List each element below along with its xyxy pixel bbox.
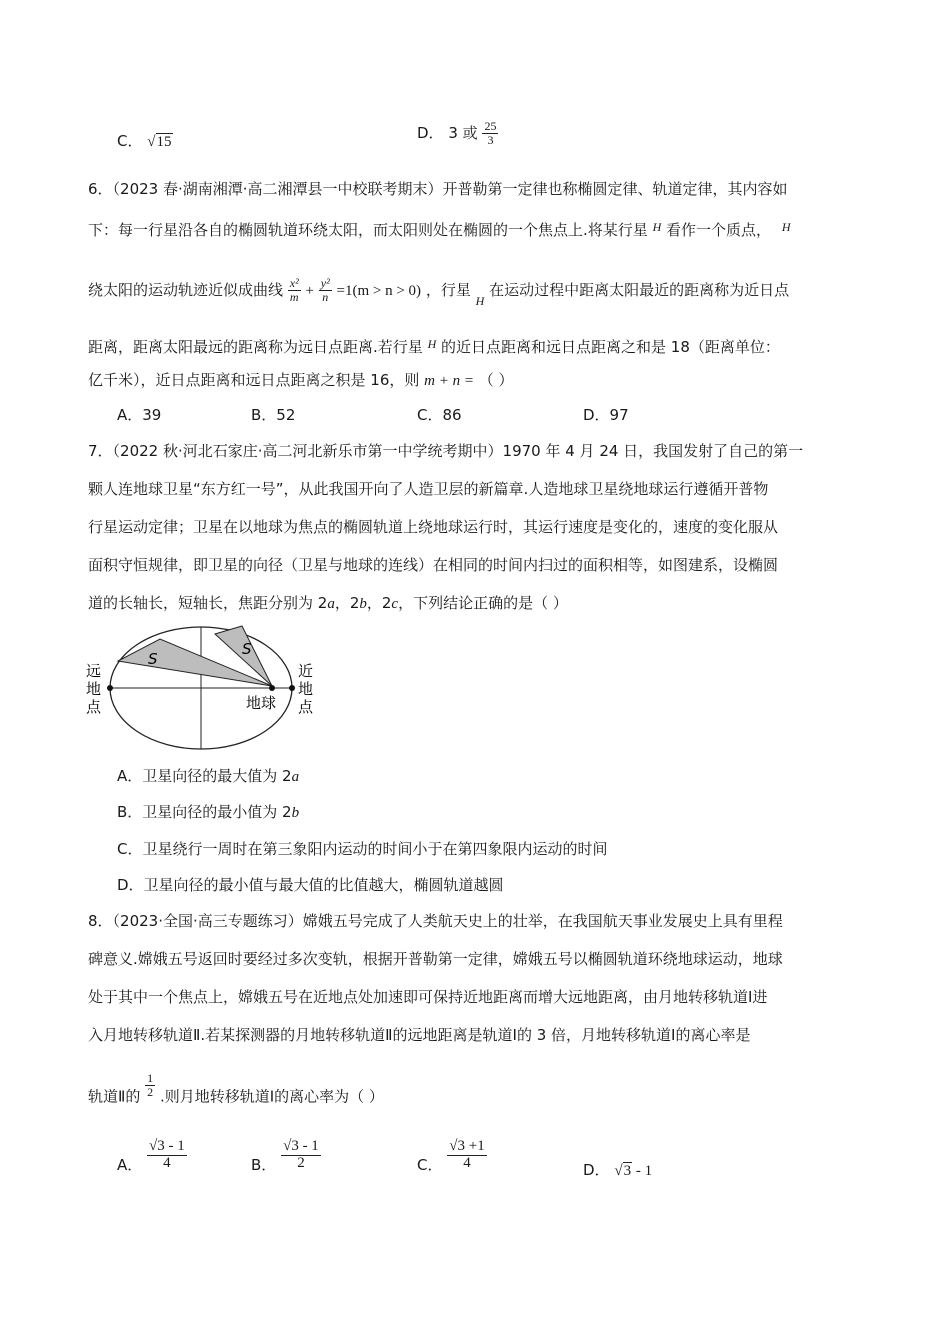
q7-line-1: 7．（2022 秋·河北石家庄·高二河北新乐市第一中学统考期中）1970 年 4 月 24 日，我国发射了自己的第一 (88, 442, 804, 460)
q6-option-c: C．86 (417, 406, 462, 424)
earth-point (269, 685, 275, 691)
var-a: a (327, 596, 335, 612)
numerator-text: 3 - 1 (157, 1138, 185, 1155)
denominator: 2 (147, 1084, 154, 1099)
numerator: √3 - 1 (149, 1138, 185, 1155)
text: 绕太阳的运动轨迹近似成曲线 (88, 281, 284, 299)
text: 下：每一行星沿各自的椭圆轨道环绕太阳，而太阳则处在椭圆的一个焦点上.将某行星 (88, 221, 648, 239)
q6-line-2 (88, 217, 790, 240)
label-far-3: 点 (86, 698, 102, 716)
label-near-1: 近 (298, 662, 314, 680)
numerator-text: 3 - 1 (291, 1138, 319, 1155)
numerator: y² (320, 276, 330, 291)
q6-line-4 (88, 334, 780, 357)
q7-option-b (117, 802, 299, 823)
text: ，行星 (425, 281, 471, 299)
text: B．卫星向径的最小值为 2 (117, 803, 292, 821)
q8-line-5 (88, 1072, 384, 1118)
option-label: C． (417, 1156, 443, 1174)
q6-option-a: A．39 (117, 406, 162, 424)
var-b: b (359, 596, 367, 612)
numerator: √3 +1 (449, 1138, 485, 1155)
label-near-2: 地 (298, 680, 314, 698)
var-a: a (291, 769, 300, 785)
q8-line-4: 入月地转移轨道Ⅱ.若某探测器的月地转移轨道Ⅱ的远地距离是轨道Ⅰ的 3 倍，月地转移轨道Ⅰ的离心率是 (88, 1026, 751, 1044)
sqrt-expression: √3 (614, 1163, 632, 1179)
text: .则月地转移轨道Ⅰ的离心率为（ ） (159, 1087, 384, 1106)
q5-option-c (117, 131, 173, 152)
text: ，2 (334, 594, 360, 612)
label-far-1: 远 (86, 662, 102, 680)
q6-line-3: 绕太阳的运动轨迹近似成曲线 $\frac{\text{x²}}{m}$ + $\frac{\text{y²}}{n}$ =1(m > n > 0) ，行星 $_H$ 在运动过程中距离太阳最近的距离称为近日点 (88, 276, 790, 308)
denominator: 3 (487, 132, 494, 147)
label-near-3: 点 (298, 698, 314, 716)
var-b: b (291, 805, 300, 821)
text: 轨道Ⅱ的 (88, 1087, 141, 1106)
denominator: 2 (297, 1155, 305, 1171)
q8-line-2: 碑意义.嫦娥五号返回时要经过多次变轨，根据开普勒第一定律，嫦娥五号以椭圆轨道环绕地球运动，地球 (88, 950, 783, 968)
perigee-point (289, 685, 295, 691)
q6-option-d: D．97 (583, 406, 629, 424)
option-label: A． (117, 1156, 143, 1174)
q6-line-1: 6．（2023 春·湖南湘潭·高二湘潭县一中校联考期末）开普勒第一定律也称椭圆定律、轨道定律，其内容如 (88, 180, 788, 198)
numerator-text: 3 +1 (457, 1138, 485, 1155)
q8-line-1: 8．（2023·全国·高三专题练习）嫦娥五号完成了人类航天史上的壮举，在我国航天事业发展史上具有里程 (88, 912, 783, 930)
text: 在运动过程中距离太阳最近的距离称为近日点 (489, 281, 790, 299)
var-c: c (391, 596, 399, 612)
fraction (281, 1139, 321, 1172)
area-label-s-right: S (242, 640, 252, 658)
q7-line-2: 颗人连地球卫星“东方红一号”，从此我国开向了人造卫层的新篇章.人造地球卫星绕地球运行遵循开普物 (88, 480, 769, 498)
option-label: D． (417, 124, 444, 143)
text: （ ） (478, 371, 514, 389)
option-label: B． (251, 1156, 277, 1174)
q7-option-d: D．卫星向径的最小值与最大值的比值越大，椭圆轨道越圆 (117, 876, 504, 894)
text: 距离，距离太阳最远的距离称为远日点距离.若行星 (88, 338, 423, 356)
radicand: 3 (623, 1163, 632, 1179)
numerator: √3 - 1 (283, 1138, 319, 1155)
q7-option-c: C．卫星绕行一周时在第三象阳内运动的时间小于在第四象限内运动的时间 (117, 840, 608, 858)
sqrt-expression: √15 (147, 134, 172, 150)
expression-tail: - 1 (632, 1163, 653, 1179)
fraction-y (319, 277, 332, 303)
text: 道的长轴长，短轴长，焦距分别为 2 (88, 594, 328, 612)
denominator: m (289, 290, 299, 304)
math-expression: m + n = (424, 373, 474, 389)
text: ，下列结论正确的是（ ） (398, 594, 568, 612)
numerator: 1 (147, 1071, 154, 1085)
apogee-point (107, 685, 113, 691)
q7-line-5 (88, 593, 568, 614)
var-h: H (781, 220, 791, 234)
fraction-x (288, 277, 301, 303)
var-h: H (475, 294, 485, 308)
numerator: 25 (484, 119, 497, 133)
text: A．卫星向径的最大值为 2 (117, 767, 292, 785)
q8-option-a (117, 1133, 187, 1187)
fraction (147, 1139, 187, 1172)
ellipse-orbit-figure (80, 618, 330, 758)
area-label-s-left: S (148, 650, 158, 668)
q8-option-c (417, 1133, 487, 1187)
option-label: C． (117, 132, 143, 150)
denominator: 4 (163, 1155, 171, 1171)
text: 亿千米），近日点距离和远日点距离之积是 16，则 (88, 371, 420, 389)
q8-option-b (251, 1133, 321, 1187)
q8-option-d (583, 1160, 652, 1181)
q7-line-4: 面积守恒规律，即卫星的向径（卫星与地球的连线）在相同的时间内扫过的面积相等，如图建系，设椭圆 (88, 556, 779, 574)
denominator: n (322, 290, 329, 304)
text: ，2 (366, 594, 392, 612)
q7-option-a (117, 766, 299, 787)
option-text: 3 或 (448, 124, 478, 143)
text: 的近日点距离和远日点距离之和是 18（距离单位： (441, 338, 780, 356)
option-label: D． (583, 1161, 610, 1179)
var-h: H (427, 337, 437, 351)
fraction-half (145, 1072, 155, 1098)
equation-tail: =1(m > n > 0) (336, 283, 422, 299)
q5-option-d (417, 120, 498, 146)
q8-line-3: 处于其中一个焦点上，嫦娥五号在近地点处加速即可保持近地距离而增大远地距离，由月地转移轨道Ⅰ进 (88, 988, 768, 1006)
fraction (482, 120, 498, 146)
q6-option-b: B．52 (251, 406, 296, 424)
fraction (447, 1139, 486, 1172)
radicand: 15 (156, 134, 172, 150)
label-earth: 地球 (246, 694, 277, 712)
text: 看作一个质点， (666, 221, 772, 239)
q6-line-5 (88, 370, 514, 391)
label-far-2: 地 (86, 680, 102, 698)
q7-line-3: 行星运动定律；卫星在以地球为焦点的椭圆轨道上绕地球运行时，其运行速度是变化的，速度的变化服从 (88, 518, 779, 536)
var-h: H (652, 220, 662, 234)
denominator: 4 (463, 1155, 471, 1171)
numerator: x² (289, 276, 299, 291)
